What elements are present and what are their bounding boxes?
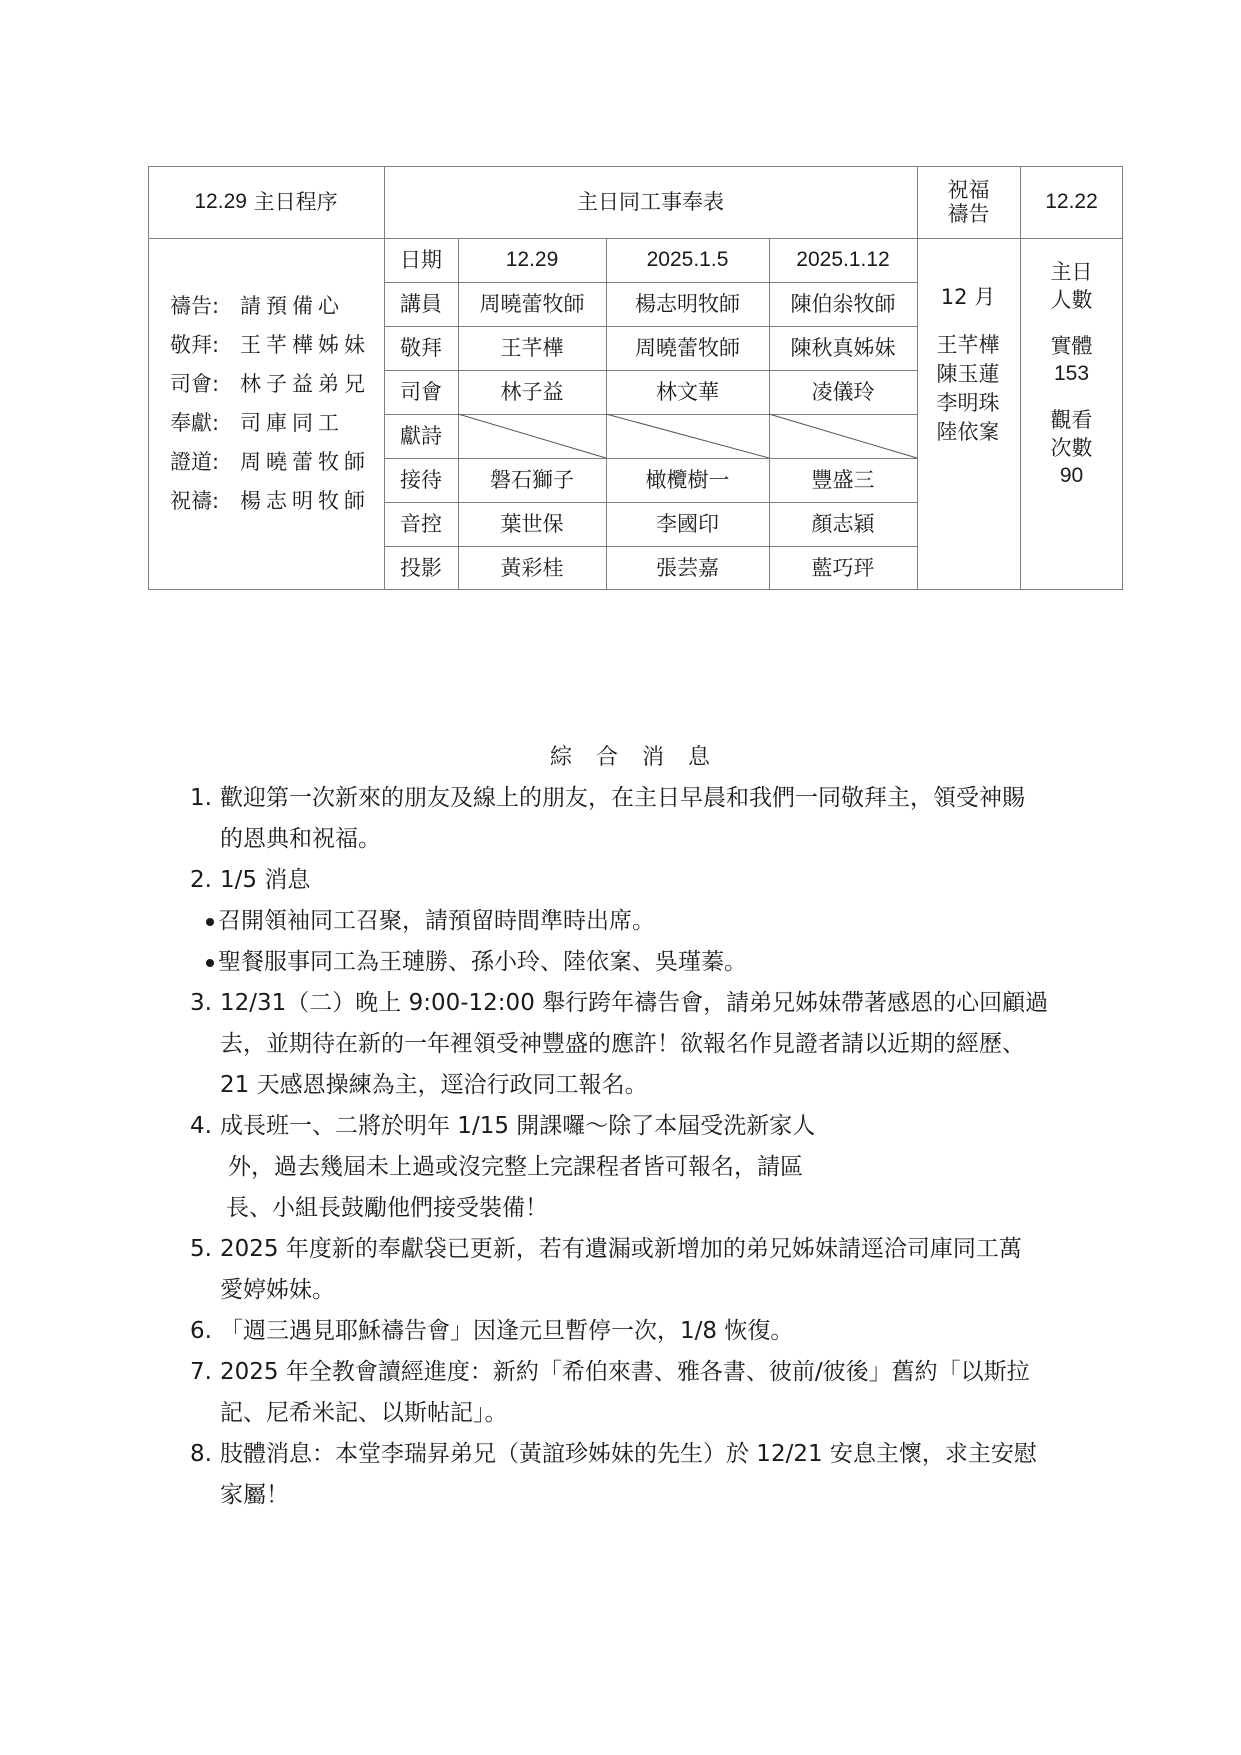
roster-cell: 陳伯尜牧師 [790,291,896,316]
roster-cell: 黃彩桂 [500,555,564,580]
roster-cell: 藍巧玶 [811,555,875,580]
role-label: 接待 [400,467,442,492]
item-text: 「週三遇見耶穌禱告會」因逢元旦暫停一次，1/8 恢復。 [220,1318,794,1344]
list-item [190,1352,1090,1434]
item-number: 7. [190,1359,212,1385]
item-text: 2025 年全教會讀經進度：新約「希伯來書、雅各書、彼前/彼後」舊約「以斯拉 [220,1359,1030,1385]
program-label: 主日程序 [253,189,338,214]
role-label: 獻詩 [400,423,442,448]
roster-cell: 橄欖樹一 [645,467,730,492]
list-item [190,983,1090,1106]
roster-cell: 凌儀玲 [811,379,875,404]
attendance [1020,258,1123,490]
role-label: 敬拜 [400,335,442,360]
blessing-list [933,283,1003,447]
roster-cell: 張芸嘉 [656,555,719,580]
news-list [190,778,1090,1516]
roster-cell: 林子益 [500,379,564,404]
attendance-label-2: 人數 [1050,288,1093,312]
blessing-label-1: 祝福 [947,178,990,202]
blessing-header [917,166,1020,238]
blessing-month: 12 月 [940,285,996,309]
blessing-label-2: 禱告 [947,202,990,226]
roster-cell: 陳秋真姊妹 [790,335,896,360]
views-label-2: 次數 [1050,436,1093,460]
item-number: 8. [190,1441,212,1467]
program-item [170,287,370,326]
program-item-value: 王芊樺姊妹 [240,333,370,357]
news-title: 綜合消息 [550,745,735,770]
list-item [190,1434,1090,1516]
role-label: 講員 [400,291,442,316]
item-text: 記、尼希米記、以斯帖記」。 [220,1400,508,1426]
list-item [190,1106,1090,1147]
table-line [384,414,917,415]
roster-date: 2025.1.12 [796,247,890,271]
item-number: 1. [190,785,212,811]
role-label: 音控 [400,511,442,536]
role-label: 司會 [400,379,442,404]
program-item-label: 司會: [170,372,220,396]
program-item-label: 證道: [170,450,220,474]
item-number: 4. [190,1113,212,1139]
roster-date: 12.29 [505,247,559,271]
views-value: 90 [1059,464,1084,487]
roster-cell: 李國印 [656,511,719,536]
item-text: 21 天感恩操練為主，逕洽行政同工報名。 [220,1072,648,1098]
bullet-item [190,901,1090,942]
program-item [170,482,370,521]
onsite-label: 實體 [1050,334,1093,358]
roster-title: 主日同工事奉表 [577,189,724,214]
roster-cell: 葉世保 [500,511,564,536]
program-item-value: 林子益弟兄 [240,372,370,396]
program-date: 12.29 [194,189,247,213]
item-number: 2. [190,867,212,893]
item-text: 去，並期待在新的一年裡領受神豐盛的應許！欲報名作見證者請以近期的經歷、 [220,1031,1025,1057]
roster-cell: 周曉蕾牧師 [635,335,740,360]
program-item-value: 請預備心 [240,294,344,318]
bullet-icon [206,959,214,967]
item-number: 6. [190,1318,212,1344]
blessing-name: 李明珠 [936,391,1000,415]
bullet-item [190,942,1090,983]
roster-cell: 楊志明牧師 [635,291,740,316]
item-text: 12/31（二）晚上 9:00-12:00 舉行跨年禱告會，請弟兄姊妹帶著感恩的心回顧過 [220,990,1049,1016]
item-text: 1/5 消息 [220,867,311,893]
program-item-label: 奉獻: [170,411,220,435]
roster-cell: 豐盛三 [811,467,875,492]
roster-cell: 周曉蕾牧師 [479,291,585,316]
list-item [190,860,1090,901]
program-item-label: 敬拜: [170,333,220,357]
item-text: 歡迎第一次新來的朋友及線上的朋友，在主日早晨和我們一同敬拜主，領受神賜 [220,785,1025,811]
program-item [170,404,370,443]
program-header [148,166,384,238]
role-label: 投影 [400,555,442,580]
attendance-label-1: 主日 [1050,260,1093,284]
item-number: 3. [190,990,212,1016]
item-number: 5. [190,1236,212,1262]
program-item [170,365,370,404]
date-label: 日期 [400,247,442,272]
program-item [170,326,370,365]
roster-cell: 林文華 [656,379,719,404]
list-item [190,778,1090,860]
onsite-value: 153 [1053,362,1090,385]
program-item-label: 祝禱: [170,489,220,513]
item-text: 肢體消息：本堂李瑞昇弟兄（黃誼珍姊妹的先生）於 12/21 安息主懷，求主安慰 [220,1441,1037,1467]
item-text: 2025 年度新的奉獻袋已更新，若有遺漏或新增加的弟兄姊妹請逕洽司庫同工萬 [220,1236,1022,1262]
blessing-name: 王芊樺 [936,333,1000,357]
program-list [170,287,370,521]
blessing-name: 陸依䅁 [936,420,1000,444]
blessing-name: 陳玉蓮 [936,362,1000,386]
item-text: 召開領袖同工召聚，請預留時間準時出席。 [218,908,655,934]
item-text: 聖餐服事同工為王璉勝、孫小玲、陸依䅁、吳瑾蓁。 [218,949,747,975]
views-label-1: 觀看 [1050,408,1093,432]
program-item-label: 禱告: [170,294,220,318]
item-text: 家屬！ [220,1482,289,1508]
item-text: 外，過去幾屆未上過或沒完整上完課程者皆可報名，請區 [228,1154,803,1180]
roster-cell: 顏志穎 [811,511,875,536]
item-text: 愛婷姊妹。 [220,1277,335,1303]
program-item-value: 周曉蕾牧師 [240,450,370,474]
item-text: 成長班一、二將於明年 1/15 開課囉～除了本屆受洗新家人 [220,1113,816,1139]
count-date: 12.22 [1045,189,1098,213]
bullet-icon [206,918,214,926]
program-item-value: 司庫同工 [240,411,344,435]
list-item [190,1311,1090,1352]
program-item [170,443,370,482]
list-item [190,1229,1090,1311]
roster-cell: 磐石獅子 [490,467,574,492]
item-text: 長、小組長鼓勵他們接受裝備！ [226,1195,548,1221]
program-item-value: 楊志明牧師 [240,489,370,513]
roster-date: 2025.1.5 [646,247,729,271]
item-text: 的恩典和祝福。 [220,826,381,852]
roster-cell: 王芊樺 [500,335,564,360]
